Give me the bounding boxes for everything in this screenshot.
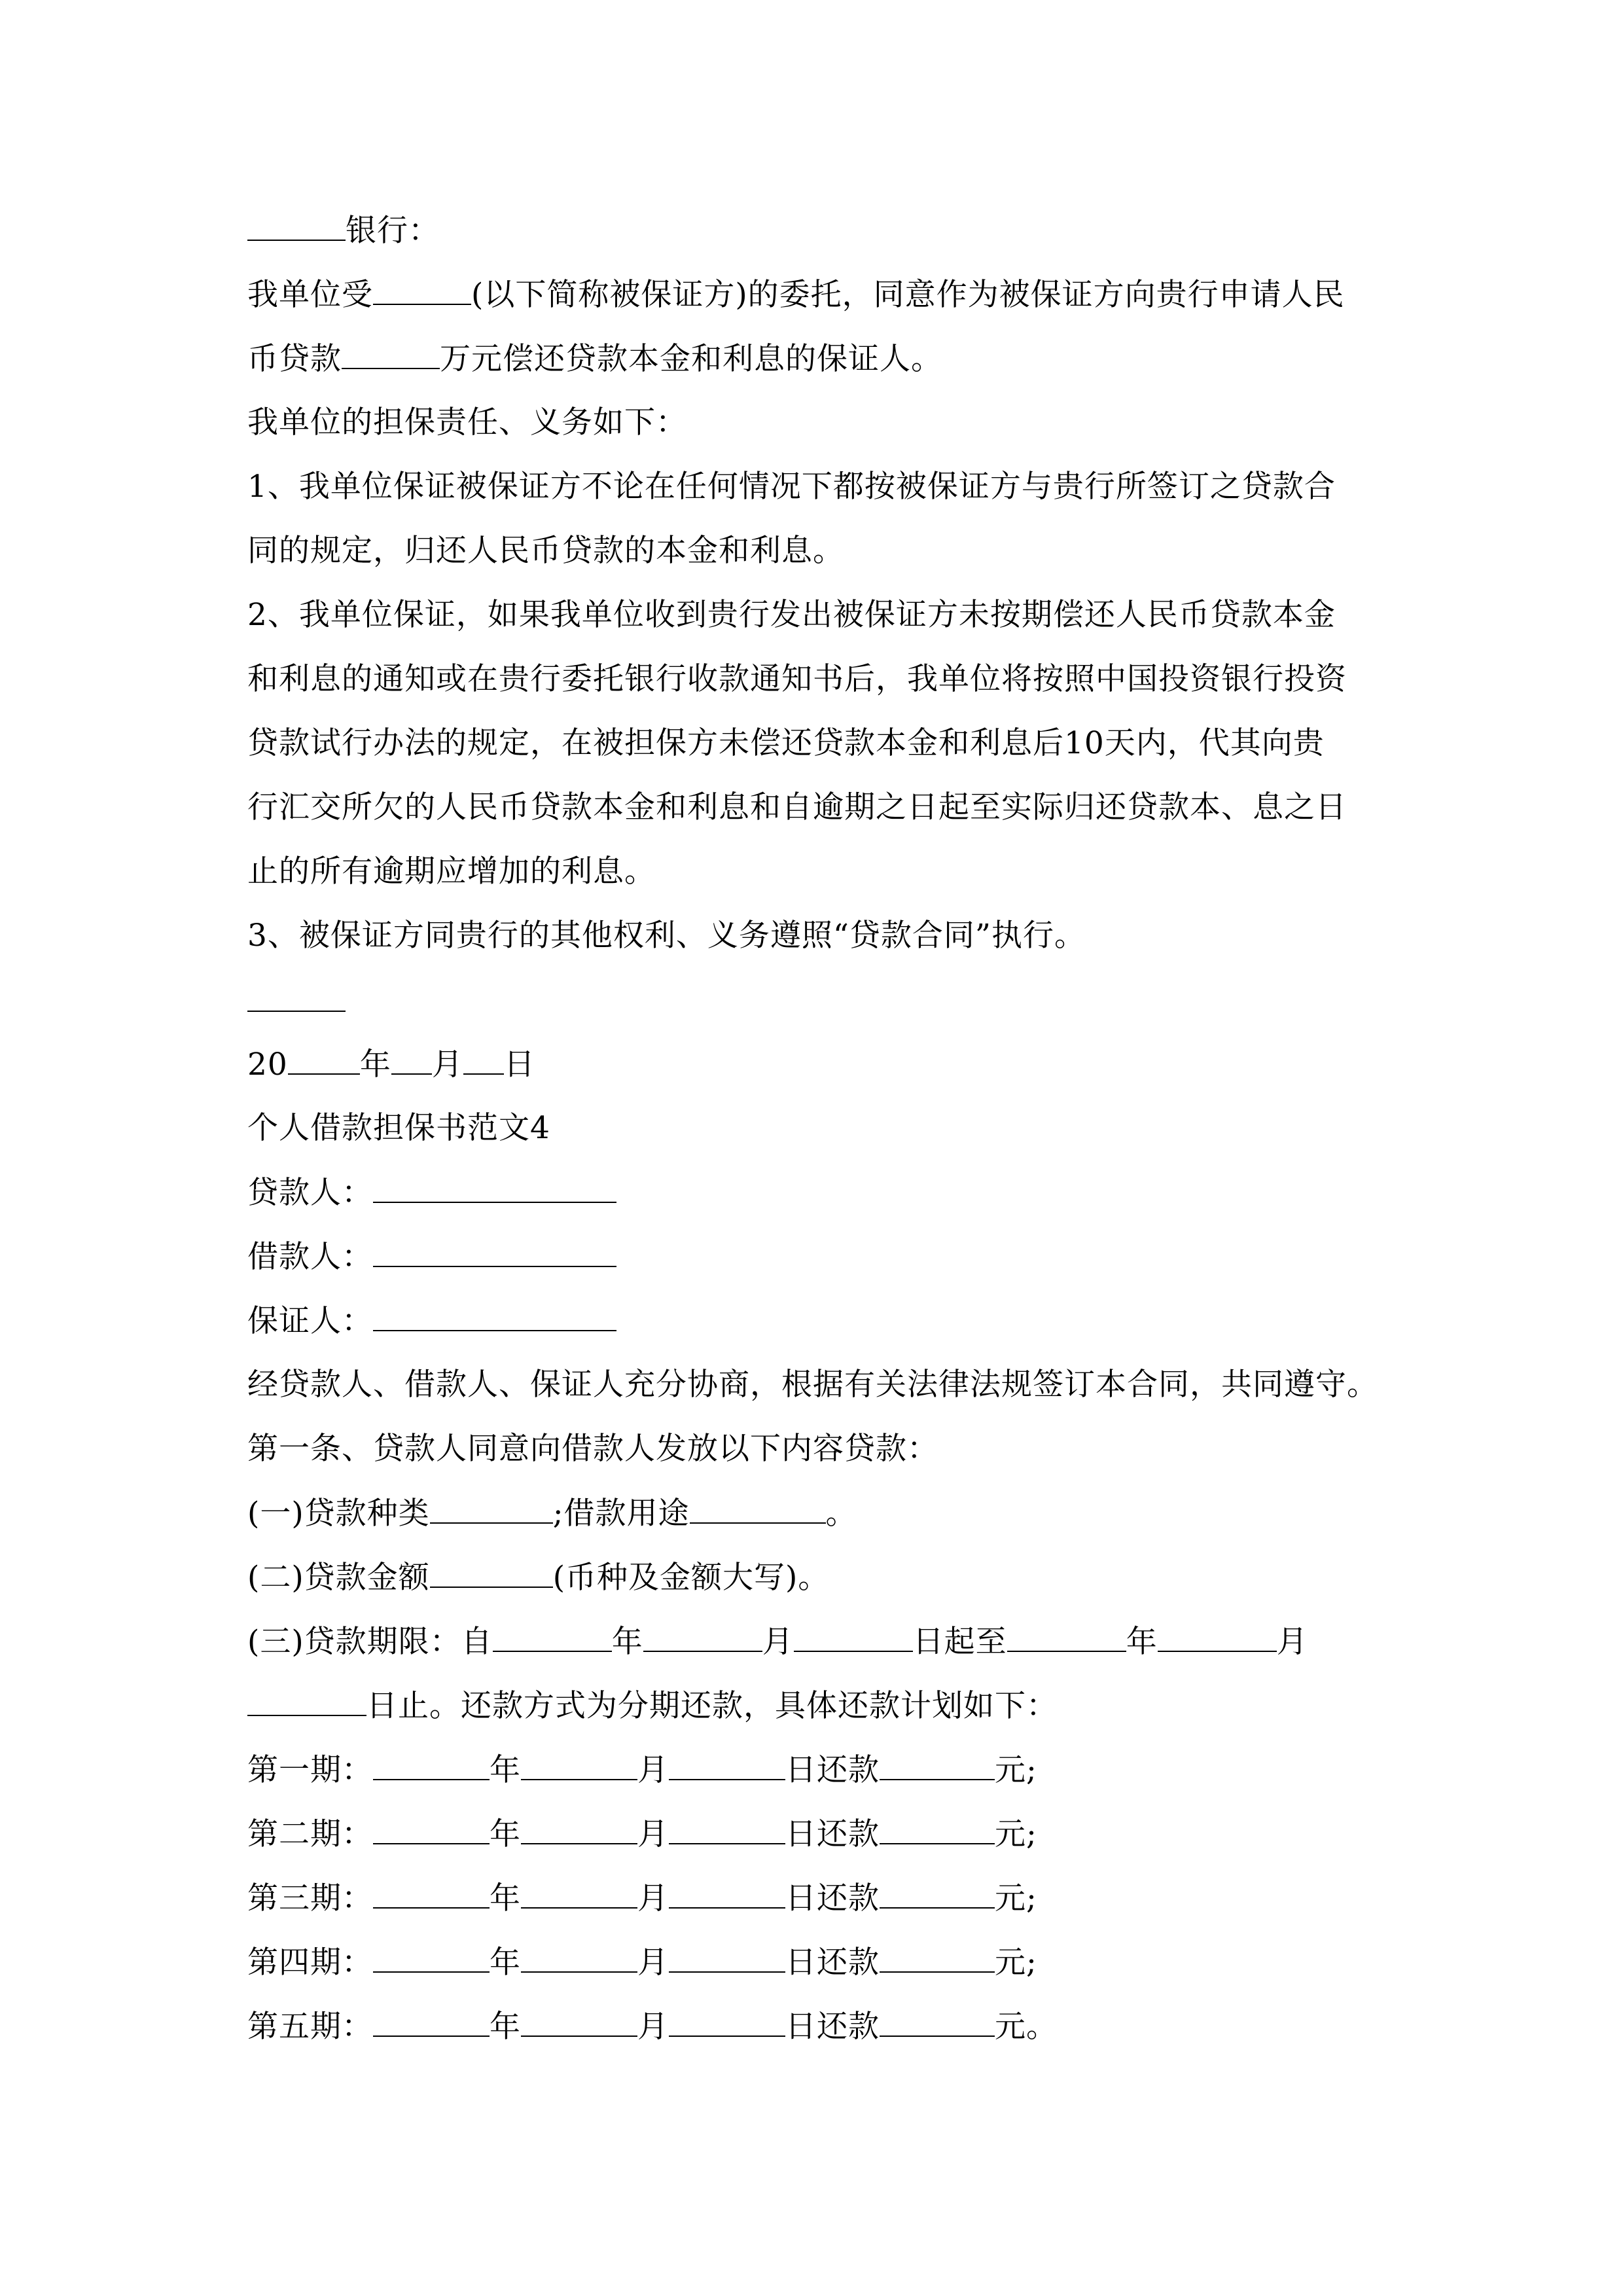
schedule-row (247, 1878, 1381, 1918)
paragraph-line: 同的规定，归还人民币贷款的本金和利息。 (247, 533, 844, 569)
borrower-line (247, 1237, 1381, 1276)
year-label: 年 (490, 1880, 521, 1916)
paragraph-line: 行汇交所欠的人民币贷款本金和利息和自逾期之日起至实际归还贷款本、息之日 (247, 789, 1347, 825)
loan-amount-line (247, 1558, 1381, 1597)
month-blank (391, 1045, 432, 1075)
unit-label: 元。 (995, 2009, 1058, 2045)
text-segment: 日起至 (912, 1624, 1007, 1660)
month-blank (521, 2007, 637, 2037)
amount-blank (880, 1814, 995, 1844)
paragraph-line: 贷款试行办法的规定，在被担保方未偿还贷款本金和利息后10天内，代其向贵 (247, 725, 1325, 761)
day-blank (669, 1750, 785, 1780)
lender-label: 贷款人： (247, 1175, 373, 1211)
year-label: 年 (490, 1816, 521, 1852)
month-label: 月 (637, 1945, 669, 1981)
paragraph-line (247, 339, 1381, 378)
month-blank (521, 1878, 637, 1909)
guarantor-label: 保证人： (247, 1303, 373, 1339)
text-segment: 年 (1126, 1624, 1158, 1660)
start-month-blank (643, 1622, 762, 1652)
end-day-blank (247, 1686, 366, 1716)
schedule-label: 第四期： (247, 1945, 373, 1981)
day-label: 日还款 (785, 1752, 880, 1788)
unit-label: 元; (995, 1880, 1037, 1916)
text-segment: (二)贷款金额 (247, 1560, 430, 1596)
loan-purpose-blank (690, 1494, 826, 1524)
date-year-label: 年 (359, 1047, 391, 1083)
year-blank (373, 1943, 490, 1973)
loan-type-line (247, 1494, 1381, 1533)
end-year-blank (1007, 1622, 1126, 1652)
schedule-row (247, 1943, 1381, 1982)
loan-amount-blank (430, 1558, 553, 1588)
year-label: 年 (490, 1752, 521, 1788)
loan-period-line-continued (247, 1686, 1381, 1725)
day-label: 日还款 (785, 1816, 880, 1852)
month-blank (521, 1943, 637, 1973)
month-blank (521, 1814, 637, 1844)
paragraph-line: 止的所有逾期应增加的利息。 (247, 853, 656, 889)
text-segment: 月 (1276, 1624, 1308, 1660)
day-blank (669, 2007, 785, 2037)
end-month-blank (1158, 1622, 1277, 1652)
text-segment: 日止。还款方式为分期还款，具体还款计划如下： (366, 1688, 1058, 1724)
year-label: 年 (490, 2009, 521, 2045)
year-blank (373, 1814, 490, 1844)
salutation-suffix: 银行： (346, 213, 440, 249)
text-segment: 年 (611, 1624, 643, 1660)
text-segment: (三)贷款期限：自 (247, 1624, 493, 1660)
guarantor-line (247, 1301, 1381, 1340)
month-label: 月 (637, 1752, 669, 1788)
text-segment: ;借款用途 (552, 1496, 690, 1532)
year-blank (288, 1045, 360, 1075)
amount-blank (880, 1878, 995, 1909)
paragraph-line: 经贷款人、借款人、保证人充分协商，根据有关法律法规签订本合同，共同遵守。 (247, 1367, 1378, 1403)
paragraph-line: 3、被保证方同贵行的其他权利、义务遵照“贷款合同”执行。 (247, 918, 1086, 954)
start-year-blank (493, 1622, 612, 1652)
text-segment: (币种及金额大写)。 (552, 1560, 830, 1596)
schedule-row (247, 1814, 1381, 1854)
text-segment: (以下简称被保证方)的委托，同意作为被保证方向贵行申请人民 (471, 277, 1345, 313)
amount-blank (880, 1750, 995, 1780)
year-blank (373, 1750, 490, 1780)
loan-amount-blank (342, 339, 440, 369)
paragraph-line: 和利息的通知或在贵行委托银行收款通知书后，我单位将按照中国投资银行投资 (247, 661, 1347, 697)
schedule-label: 第三期： (247, 1880, 373, 1916)
text-segment: 月 (762, 1624, 794, 1660)
section-heading: 个人借款担保书范文4 (247, 1110, 550, 1146)
text-segment: 币贷款 (247, 341, 342, 377)
paragraph-line: 我单位的担保责任、义务如下： (247, 404, 687, 440)
date-line (247, 1045, 1381, 1084)
unit-label: 元; (995, 1945, 1037, 1981)
schedule-label: 第五期： (247, 2009, 373, 2045)
day-label: 日还款 (785, 2009, 880, 2045)
signature-line (247, 982, 1381, 1021)
day-blank (463, 1045, 504, 1075)
paragraph-line (247, 275, 1381, 314)
schedule-row (247, 1750, 1381, 1789)
month-label: 月 (637, 1880, 669, 1916)
borrower-blank (373, 1237, 616, 1267)
guaranteed-party-blank (373, 275, 471, 305)
date-prefix: 20 (247, 1047, 288, 1083)
amount-blank (880, 2007, 995, 2037)
amount-blank (880, 1943, 995, 1973)
lender-blank (373, 1173, 616, 1203)
schedule-label: 第二期： (247, 1816, 373, 1852)
text-segment: 。 (825, 1496, 857, 1532)
day-blank (669, 1943, 785, 1973)
text-segment: (一)贷款种类 (247, 1496, 430, 1532)
month-label: 月 (637, 2009, 669, 2045)
day-label: 日还款 (785, 1945, 880, 1981)
schedule-row (247, 2007, 1381, 2046)
month-label: 月 (637, 1816, 669, 1852)
year-label: 年 (490, 1945, 521, 1981)
date-month-label: 月 (431, 1047, 463, 1083)
day-label: 日还款 (785, 1880, 880, 1916)
salutation-line (247, 211, 1381, 250)
loan-type-blank (430, 1494, 553, 1524)
year-blank (373, 1878, 490, 1909)
text-segment: 我单位受 (247, 277, 373, 313)
date-day-label: 日 (503, 1047, 535, 1083)
signature-blank (247, 982, 346, 1012)
unit-label: 元; (995, 1816, 1037, 1852)
article-heading: 第一条、贷款人同意向借款人发放以下内容贷款： (247, 1431, 938, 1467)
lender-line (247, 1173, 1381, 1212)
guarantor-blank (373, 1301, 616, 1331)
borrower-label: 借款人： (247, 1239, 373, 1275)
start-day-blank (794, 1622, 913, 1652)
day-blank (669, 1878, 785, 1909)
paragraph-line: 2、我单位保证，如果我单位收到贵行发出被保证方未按期偿还人民币贷款本金 (247, 597, 1336, 633)
loan-period-line (247, 1622, 1381, 1661)
year-blank (373, 2007, 490, 2037)
schedule-label: 第一期： (247, 1752, 373, 1788)
month-blank (521, 1750, 637, 1780)
unit-label: 元; (995, 1752, 1037, 1788)
text-segment: 万元偿还贷款本金和利息的保证人。 (440, 341, 942, 377)
paragraph-line: 1、我单位保证被保证方不论在任何情况下都按被保证方与贵行所签订之贷款合 (247, 469, 1336, 505)
bank-name-blank (247, 211, 346, 241)
day-blank (669, 1814, 785, 1844)
